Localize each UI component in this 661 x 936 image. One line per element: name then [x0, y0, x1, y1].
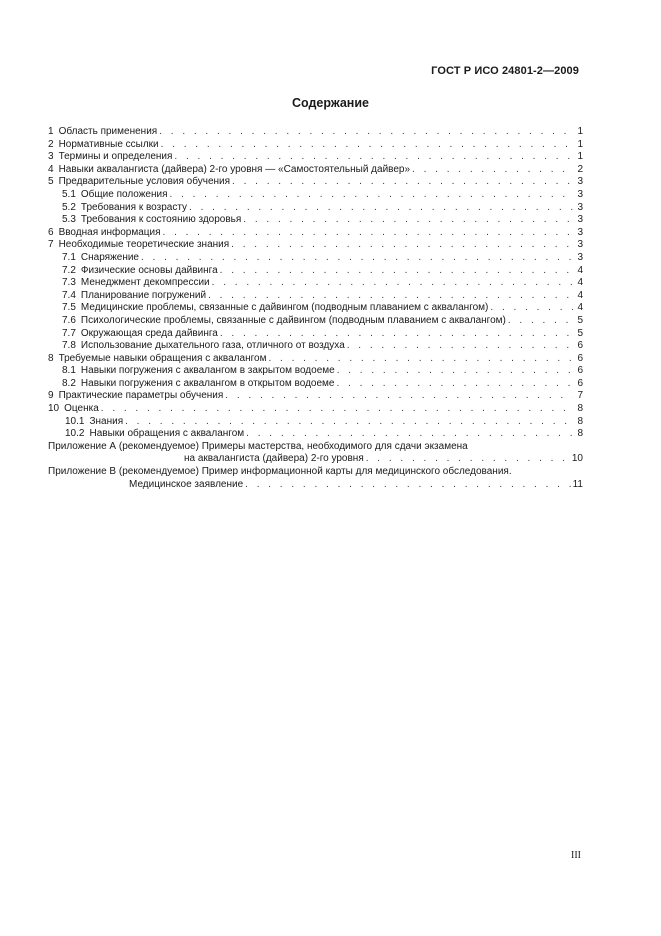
- toc-page: 6: [577, 352, 583, 364]
- toc-annex-b-line1[interactable]: [48, 466, 583, 479]
- toc-page: 7: [577, 390, 583, 402]
- toc-page: 3: [577, 188, 583, 200]
- toc-entry-7-4[interactable]: [48, 290, 583, 303]
- toc-page: 11: [572, 478, 583, 490]
- toc-leader: [208, 290, 573, 303]
- toc-leader: [212, 277, 573, 290]
- toc-page: 3: [577, 176, 583, 188]
- toc-number: 7.3: [62, 277, 76, 289]
- toc-entry-2[interactable]: [48, 139, 583, 152]
- toc-page: 6: [577, 340, 583, 352]
- toc-entry-7-1[interactable]: [48, 252, 583, 265]
- toc-number: 7.2: [62, 264, 76, 276]
- toc-leader: [336, 378, 573, 391]
- toc-page: 4: [577, 277, 583, 289]
- toc-text: Предварительные условия обучения: [58, 176, 231, 188]
- toc-text: Требования к состоянию здоровья: [80, 214, 242, 226]
- standard-code: ГОСТ Р ИСО 24801-2—2009: [431, 65, 579, 77]
- toc-text: Навыки обращения с аквалангом: [89, 428, 245, 440]
- toc-number: 7.6: [62, 314, 76, 326]
- toc-text: Оценка: [64, 403, 99, 415]
- toc-entry-7-6[interactable]: [48, 315, 583, 328]
- toc-leader: [141, 252, 573, 265]
- toc-page: 3: [577, 214, 583, 226]
- toc-leader: [170, 189, 574, 202]
- toc-entry-8[interactable]: [48, 353, 583, 366]
- toc-number: 8.2: [62, 377, 76, 389]
- toc-entry-10[interactable]: [48, 403, 583, 416]
- toc-entry-5[interactable]: [48, 176, 583, 189]
- toc-text: Требуемые навыки обращения с аквалангом: [58, 352, 267, 364]
- toc-page: 1: [577, 126, 583, 137]
- toc-number: 8.1: [62, 365, 76, 377]
- toc-page: 6: [577, 377, 583, 389]
- toc-text: Навыки погружения с аквалангом в закрытом водоеме: [80, 365, 335, 377]
- toc-annex-b-line2[interactable]: [48, 479, 583, 492]
- toc-number: 8: [48, 352, 54, 364]
- toc-text: Приложение В (рекомендуемое) Пример информационной карты для медицинского обследования.: [48, 466, 512, 478]
- toc-leader: [337, 365, 573, 378]
- toc-number: 10.2: [65, 428, 85, 440]
- toc-entry-5-3[interactable]: [48, 214, 583, 227]
- toc-text: Менеджмент декомпрессии: [80, 277, 210, 289]
- toc-page: 8: [577, 428, 583, 440]
- page-number: III: [571, 850, 581, 861]
- toc-leader: [161, 139, 573, 152]
- toc-text: Физические основы дайвинга: [80, 264, 218, 276]
- toc-annex-a-line2[interactable]: [48, 453, 583, 466]
- toc-text: Навыки аквалангиста (дайвера) 2-го уровня — «Самостоятельный дайвер»: [58, 163, 411, 175]
- toc-leader: [268, 353, 573, 366]
- toc-number: 7.7: [62, 327, 76, 339]
- toc-text: Навыки погружения с аквалангом в открытом водоеме: [80, 377, 335, 389]
- toc-leader: [101, 403, 573, 416]
- toc-text: Область применения: [58, 126, 158, 137]
- toc-leader: [508, 315, 573, 328]
- toc-leader: [220, 265, 573, 278]
- toc-entry-7-3[interactable]: [48, 277, 583, 290]
- toc-text: Общие положения: [80, 188, 168, 200]
- toc-text: Окружающая среда дайвинга: [80, 327, 218, 339]
- toc-number: 7.1: [62, 251, 76, 263]
- toc-page: 8: [577, 403, 583, 415]
- toc-leader: [163, 227, 573, 240]
- toc-entry-1[interactable]: [48, 126, 583, 139]
- toc-number: 7.5: [62, 302, 76, 314]
- toc-text: Практические параметры обучения: [58, 390, 224, 402]
- toc-number: 7: [48, 239, 54, 251]
- toc-page: 4: [577, 302, 583, 314]
- toc-text: Психологические проблемы, связанные с дайвингом (подводным плаванием с аквалангом): [80, 314, 506, 326]
- toc-text: на аквалангиста (дайвера) 2-го уровня: [184, 453, 364, 465]
- toc-page: 4: [577, 289, 583, 301]
- toc-page: 3: [577, 251, 583, 263]
- toc-text: Знания: [89, 415, 124, 427]
- toc-entry-7-2[interactable]: [48, 265, 583, 278]
- toc-leader: [125, 416, 573, 429]
- toc-number: 6: [48, 226, 54, 238]
- toc-entry-10-1[interactable]: [48, 416, 583, 429]
- toc-text: Требования к возрасту: [80, 201, 188, 213]
- toc-number: 10: [48, 403, 60, 415]
- toc-entry-4[interactable]: [48, 164, 583, 177]
- toc-entry-7[interactable]: [48, 239, 583, 252]
- toc-leader: [189, 202, 573, 215]
- toc-entry-7-5[interactable]: [48, 302, 583, 315]
- toc-number: 5: [48, 176, 54, 188]
- toc-leader: [366, 453, 570, 466]
- toc-page: 3: [577, 239, 583, 251]
- toc-annex-a-line1[interactable]: [48, 441, 583, 454]
- toc-number: 10.1: [65, 415, 85, 427]
- toc-text: Необходимые теоретические знания: [58, 239, 230, 251]
- toc-number: 5.3: [62, 214, 76, 226]
- toc-page: 5: [577, 314, 583, 326]
- toc-leader: [246, 428, 573, 441]
- toc-entry-10-2[interactable]: [48, 428, 583, 441]
- toc-page: 8: [577, 415, 583, 427]
- toc-page: 4: [577, 264, 583, 276]
- toc-text: Использование дыхательного газа, отличного от воздуха: [80, 340, 345, 352]
- toc-page: 6: [577, 365, 583, 377]
- toc-number: 7.8: [62, 340, 76, 352]
- toc-leader: [347, 340, 573, 353]
- toc-page: 2: [577, 163, 583, 175]
- toc-text: Нормативные ссылки: [58, 138, 159, 150]
- toc-page: 1: [577, 138, 583, 150]
- toc-leader: [243, 214, 573, 227]
- toc-page: 5: [577, 327, 583, 339]
- toc-entry-7-7[interactable]: [48, 328, 583, 341]
- toc-entry-3[interactable]: [48, 151, 583, 164]
- toc-entry-6[interactable]: [48, 227, 583, 240]
- toc-entry-9[interactable]: [48, 390, 583, 403]
- toc-text: Медицинское заявление: [129, 478, 244, 490]
- toc-text: Термины и определения: [58, 151, 173, 163]
- toc-leader: [231, 239, 573, 252]
- toc-number: 9: [48, 390, 54, 402]
- toc-number: 5.1: [62, 188, 76, 200]
- toc-leader: [245, 479, 570, 492]
- toc-page: 1: [577, 151, 583, 163]
- toc-text: Приложение А (рекомендуемое) Примеры мастерства, необходимого для сдачи экзамена: [48, 440, 468, 452]
- toc-entry-7-8[interactable]: [48, 340, 583, 353]
- toc-page: 3: [577, 226, 583, 238]
- toc-number: 2: [48, 138, 54, 150]
- toc-number: 7.4: [62, 289, 76, 301]
- toc-number: 4: [48, 163, 54, 175]
- toc-leader: [490, 302, 573, 315]
- toc-page: 10: [571, 453, 583, 465]
- toc-text: Вводная информация: [58, 226, 161, 238]
- toc-leader: [232, 176, 573, 189]
- toc-entry-8-2[interactable]: [48, 378, 583, 391]
- toc-text: Снаряжение: [80, 251, 139, 263]
- toc-entry-5-1[interactable]: [48, 189, 583, 202]
- toc-leader: [159, 126, 573, 139]
- toc-leader: [220, 328, 573, 341]
- toc-entry-8-1[interactable]: [48, 365, 583, 378]
- page-title: Содержание: [291, 96, 369, 110]
- toc-number: 1: [48, 126, 54, 137]
- toc-text: Медицинские проблемы, связанные с дайвингом (подводным плаванием с аквалангом): [80, 302, 489, 314]
- toc-leader: [225, 390, 573, 403]
- toc-number: 3: [48, 151, 54, 163]
- toc-entry-5-2[interactable]: [48, 202, 583, 215]
- table-of-contents: [48, 126, 583, 491]
- toc-leader: [412, 164, 573, 177]
- toc-page: 3: [577, 201, 583, 213]
- toc-number: 5.2: [62, 201, 76, 213]
- toc-text: Планирование погружений: [80, 289, 207, 301]
- toc-leader: [174, 151, 573, 164]
